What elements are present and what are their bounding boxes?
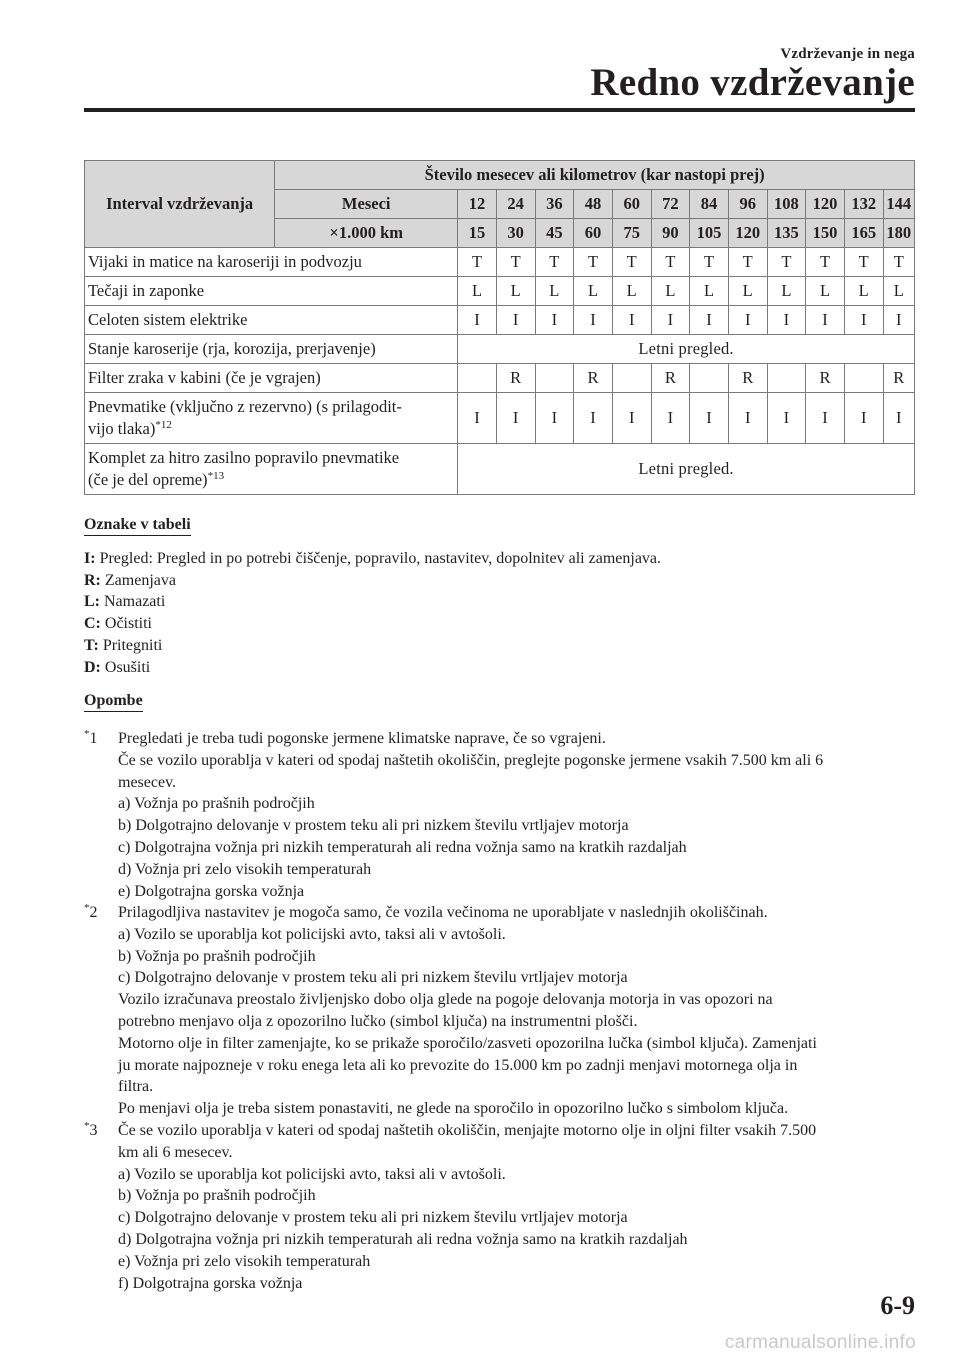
row-label: Stanje karoserije (rja, korozija, prerjavenje) (85, 335, 458, 364)
legend-item (84, 657, 661, 679)
table-cell: L (612, 277, 651, 306)
table-cell: I (767, 393, 806, 444)
km-cell: 180 (883, 219, 914, 248)
table-row (85, 277, 915, 306)
table-cell: R (496, 364, 535, 393)
km-cell: 165 (844, 219, 883, 248)
legend-text: Zamenjava (100, 571, 176, 589)
table-cell: R (883, 364, 914, 393)
table-cell: I (883, 393, 914, 444)
month-cell: 72 (651, 190, 690, 219)
legend-text: Pritegniti (98, 636, 163, 654)
table-cell: I (806, 393, 845, 444)
table-cell: R (574, 364, 613, 393)
row-label: Vijaki in matice na karoseriji in podvozju (85, 248, 458, 277)
table-cell: I (806, 306, 845, 335)
note-line: filtra. (118, 1078, 154, 1096)
note-line: Vozilo izračunava preostalo življenjsko dobo olja glede na pogoje delovanja motorja in vas opozori na (118, 991, 773, 1009)
footnote-body (118, 1120, 914, 1294)
table-row (85, 306, 915, 335)
month-cell: 24 (496, 190, 535, 219)
table-cell: L (535, 277, 574, 306)
table-cell: L (806, 277, 845, 306)
table-cell: L (883, 277, 914, 306)
table-cell: I (496, 393, 535, 444)
table-cell: I (612, 306, 651, 335)
footnote-number: *1 (84, 728, 98, 747)
table-cell: R (651, 364, 690, 393)
footnote-body (118, 728, 914, 902)
legend-item (84, 591, 661, 613)
header-divider (84, 108, 915, 112)
note-line: d) Dolgotrajna vožnja pri nizkih temperaturah ali redna vožnja samo na kratkih razdaljah (118, 1230, 688, 1248)
table-cell: I (535, 306, 574, 335)
legend-list (84, 548, 661, 678)
row-label (85, 444, 458, 495)
table-cell: L (651, 277, 690, 306)
footnote-number: *3 (84, 1120, 98, 1139)
row-label: Filter zraka v kabini (če je vgrajen) (85, 364, 458, 393)
watermark: carmanualsonline.info (724, 1332, 916, 1353)
km-cell: 135 (767, 219, 806, 248)
km-cell: 45 (535, 219, 574, 248)
km-cell: 60 (574, 219, 613, 248)
table-cell: T (574, 248, 613, 277)
table-cell: I (535, 393, 574, 444)
note-line: c) Dolgotrajna vožnja pri nizkih temperaturah ali redna vožnja samo na kratkih razdaljah (118, 838, 687, 856)
table-cell: T (496, 248, 535, 277)
note-line: b) Vožnja po prašnih področjih (118, 947, 316, 965)
table-cell: I (728, 393, 767, 444)
annual-inspection-cell: Letni pregled. (458, 444, 915, 495)
month-cell: 48 (574, 190, 613, 219)
km-cell: 150 (806, 219, 845, 248)
row-label-line1: Pnevmatike (vključno z rezervno) (s prilagodit- (88, 397, 402, 416)
table-cell: I (458, 306, 497, 335)
note-line: mesecev. (118, 773, 177, 791)
month-cell: 60 (612, 190, 651, 219)
table-cell: T (767, 248, 806, 277)
row-label-line2: (če je del opreme) (88, 470, 208, 489)
table-cell: T (883, 248, 914, 277)
note-line: c) Dolgotrajno delovanje v prostem teku ali pri nizkem številu vrtljajev motorja (118, 1209, 628, 1227)
month-cell: 120 (806, 190, 845, 219)
table-cell: T (651, 248, 690, 277)
table-cell: L (767, 277, 806, 306)
note-line: c) Dolgotrajno delovanje v prostem teku ali pri nizkem številu vrtljajev motorja (118, 969, 628, 987)
note-line: ju morate najpozneje v roku enega leta ali ko prevozite do 15.000 km po zadnji menjavi motornega olja in (118, 1056, 798, 1074)
note-line: d) Vožnja pri zelo visokih temperaturah (118, 860, 372, 878)
table-cell: I (574, 306, 613, 335)
table-cell: I (767, 306, 806, 335)
footnote-body (118, 902, 914, 1120)
table-cell: I (883, 306, 914, 335)
footnote-1 (84, 728, 914, 902)
month-cell: 96 (728, 190, 767, 219)
table-cell: I (574, 393, 613, 444)
note-line: a) Vozilo se uporablja kot policijski avto, taksi ali v avtošoli. (118, 925, 506, 943)
table-cell: T (535, 248, 574, 277)
legend-title: Oznake v tabeli (84, 516, 191, 536)
legend-text: Očistiti (100, 615, 152, 633)
table-cell: I (728, 306, 767, 335)
table-cell: T (844, 248, 883, 277)
notes-title: Opombe (84, 692, 143, 712)
legend-key: D: (84, 658, 101, 676)
table-cell: L (458, 277, 497, 306)
row-label: Tečaji in zaponke (85, 277, 458, 306)
month-cell: 108 (767, 190, 806, 219)
row-label-line2: vijo tlaka) (88, 419, 156, 438)
legend-item (84, 635, 661, 657)
table-cell: T (728, 248, 767, 277)
legend-key: L: (84, 593, 100, 611)
footnote-ref: *13 (207, 470, 225, 482)
table-cell: I (690, 306, 729, 335)
row-label-line1: Komplet za hitro zasilno popravilo pnevmatike (88, 448, 400, 467)
table-cell (612, 364, 651, 393)
legend-key: T: (84, 636, 99, 654)
table-cell: L (728, 277, 767, 306)
table-cell: I (496, 306, 535, 335)
table-cell (844, 364, 883, 393)
footnote-number: *2 (84, 902, 98, 921)
table-cell: L (844, 277, 883, 306)
note-line: Po menjavi olja je treba sistem ponastaviti, ne glede na sporočilo in opozorilno lučko s simbolom ključa. (118, 1100, 789, 1118)
note-line: b) Dolgotrajno delovanje v prostem teku ali pri nizkem številu vrtljajev motorja (118, 817, 629, 835)
km-cell: 90 (651, 219, 690, 248)
footnote-ref: *12 (155, 419, 172, 431)
km-cell: 30 (496, 219, 535, 248)
note-line: a) Vozilo se uporablja kot policijski avto, taksi ali v avtošoli. (118, 1165, 506, 1183)
note-line: f) Dolgotrajna gorska vožnja (118, 1274, 303, 1292)
table-cell: I (651, 393, 690, 444)
table-cell: T (458, 248, 497, 277)
table-cell: T (806, 248, 845, 277)
interval-header: Interval vzdrževanja (85, 161, 275, 248)
table-cell: I (844, 393, 883, 444)
note-line: Motorno olje in filter zamenjajte, ko se prikaže sporočilo/zasveti opozorilna lučka (simbol ključa). Zamenjati (118, 1034, 817, 1052)
month-cell: 36 (535, 190, 574, 219)
table-cell: R (806, 364, 845, 393)
legend-item (84, 613, 661, 635)
legend-text: Osušiti (100, 658, 151, 676)
table-cell: T (690, 248, 729, 277)
note-line: e) Dolgotrajna gorska vožnja (118, 882, 305, 900)
legend-text: Pregled: Pregled in po potrebi čiščenje, popravilo, nastavitev, dopolnitev ali zamenjava. (95, 550, 662, 567)
maintenance-table (84, 160, 915, 495)
page-title: Redno vzdrževanje (590, 61, 915, 104)
legend-key: R: (84, 571, 101, 589)
table-cell (690, 364, 729, 393)
note-line: Če se vozilo uporablja v kateri od spodaj naštetih okoliščin, menjajte motorno olje in oljni filter vsakih 7.500 (118, 1122, 817, 1139)
legend-key: I: (84, 550, 96, 567)
table-row (85, 248, 915, 277)
table-cell: T (612, 248, 651, 277)
note-line: a) Vožnja po prašnih področjih (118, 795, 315, 813)
table-cell (535, 364, 574, 393)
table-cell: I (844, 306, 883, 335)
table-row (85, 335, 915, 364)
km-cell: 120 (728, 219, 767, 248)
table-cell (458, 364, 497, 393)
note-line: b) Vožnja po prašnih področjih (118, 1187, 316, 1205)
table-cell: I (612, 393, 651, 444)
note-line: km ali 6 mesecev. (118, 1143, 233, 1161)
km-cell: 105 (690, 219, 729, 248)
km-cell: 75 (612, 219, 651, 248)
note-line: potrebno menjavo olja z opozorilno lučko (simbol ključa) na instrumentni plošči. (118, 1012, 638, 1030)
row-label (85, 393, 458, 444)
page-number: 6-9 (880, 1291, 915, 1320)
note-line: Prilagodljiva nastavitev je mogoča samo, če vozila večinoma ne uporabljate v naslednjih okoliščinah. (118, 904, 768, 921)
legend-key: C: (84, 615, 101, 633)
legend-item (84, 548, 661, 570)
km-cell: 15 (458, 219, 497, 248)
month-cell: 84 (690, 190, 729, 219)
annual-inspection-cell: Letni pregled. (458, 335, 915, 364)
table-cell: L (574, 277, 613, 306)
note-line: Če se vozilo uporablja v kateri od spodaj naštetih okoliščin, preglejte pogonske jermene vsakih 7.500 km ali 6 (118, 751, 824, 769)
table-cell: L (690, 277, 729, 306)
month-cell: 144 (883, 190, 914, 219)
table-row (85, 444, 915, 495)
table-row (85, 364, 915, 393)
table-row (85, 393, 915, 444)
footnote-3 (84, 1120, 914, 1294)
table-cell: R (728, 364, 767, 393)
note-line: e) Vožnja pri zelo visokih temperaturah (118, 1252, 371, 1270)
table-cell (767, 364, 806, 393)
table-cell: I (690, 393, 729, 444)
row-label: Celoten sistem elektrike (85, 306, 458, 335)
month-cell: 132 (844, 190, 883, 219)
footnote-2 (84, 902, 914, 1120)
table-cell: I (651, 306, 690, 335)
legend-text: Namazati (100, 593, 166, 611)
km-label: ×1.000 km (275, 219, 458, 248)
group-header: Število mesecev ali kilometrov (kar nastopi prej) (275, 161, 915, 190)
note-line: Pregledati je treba tudi pogonske jermene klimatske naprave, če so vgrajeni. (118, 730, 606, 747)
section-header: Vzdrževanje in nega (780, 46, 915, 62)
table-cell: L (496, 277, 535, 306)
legend-item (84, 570, 661, 592)
table-cell: I (458, 393, 497, 444)
month-cell: 12 (458, 190, 497, 219)
months-label: Meseci (275, 190, 458, 219)
